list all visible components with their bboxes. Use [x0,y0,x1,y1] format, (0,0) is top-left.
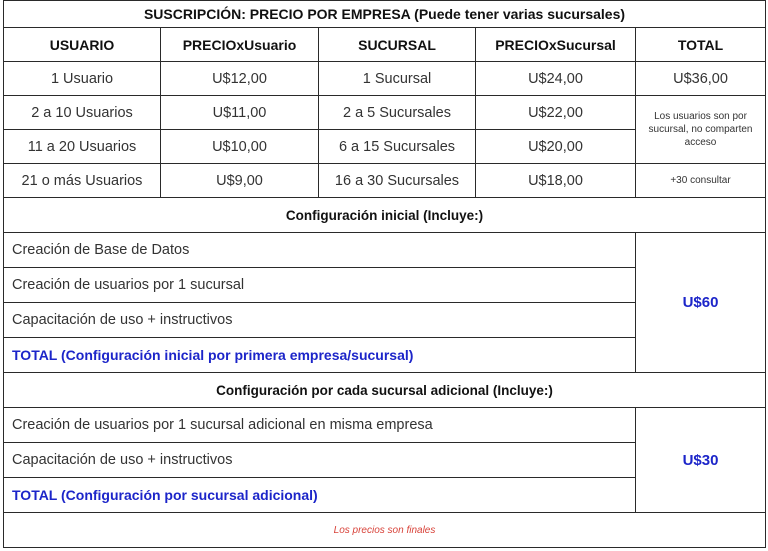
initial-config-item: Creación de Base de Datos [4,233,636,268]
footer-note: Los precios son finales [4,513,766,548]
branch-config-item: Capacitación de uso + instructivos [4,443,636,478]
precio-usuario-cell: U$11,00 [161,96,319,130]
sucursal-cell: 1 Sucursal [319,62,476,96]
precio-usuario-cell: U$9,00 [161,164,319,198]
branch-config-title: Configuración por cada sucursal adicional (Incluye:) [4,373,766,408]
list-item [4,408,766,443]
header-row [4,28,766,62]
table-row [4,164,766,198]
table-row [4,96,766,130]
precio-sucursal-cell: U$20,00 [476,130,636,164]
usuario-cell: 21 o más Usuarios [4,164,161,198]
table-row [4,62,766,96]
usuario-cell: 1 Usuario [4,62,161,96]
header-sucursal: SUCURSAL [319,28,476,62]
sucursal-cell: 2 a 5 Sucursales [319,96,476,130]
initial-config-header-row [4,198,766,233]
initial-config-price: U$60 [636,233,766,373]
branch-config-total-label: TOTAL (Configuración por sucursal adicional) [4,478,636,513]
precio-sucursal-cell: U$18,00 [476,164,636,198]
branch-config-header-row [4,373,766,408]
header-precio-usuario: PRECIOxUsuario [161,28,319,62]
precio-usuario-cell: U$12,00 [161,62,319,96]
usuario-cell: 11 a 20 Usuarios [4,130,161,164]
initial-config-item: Capacitación de uso + instructivos [4,303,636,338]
header-total: TOTAL [636,28,766,62]
precio-sucursal-cell: U$22,00 [476,96,636,130]
precio-usuario-cell: U$10,00 [161,130,319,164]
total-note-cell: Los usuarios son por sucursal, no comparten acceso [636,96,766,164]
table-title: SUSCRIPCIÓN: PRECIO POR EMPRESA (Puede tener varias sucursales) [4,1,766,28]
total-cell: U$36,00 [636,62,766,96]
footer-row [4,513,766,548]
initial-config-item: Creación de usuarios por 1 sucursal [4,268,636,303]
pricing-table [3,0,766,548]
header-usuario: USUARIO [4,28,161,62]
usuario-cell: 2 a 10 Usuarios [4,96,161,130]
sucursal-cell: 6 a 15 Sucursales [319,130,476,164]
precio-sucursal-cell: U$24,00 [476,62,636,96]
sucursal-cell: 16 a 30 Sucursales [319,164,476,198]
list-item [4,233,766,268]
branch-config-item: Creación de usuarios por 1 sucursal adicional en misma empresa [4,408,636,443]
initial-config-total-label: TOTAL (Configuración inicial por primera empresa/sucursal) [4,338,636,373]
initial-config-title: Configuración inicial (Incluye:) [4,198,766,233]
branch-config-price: U$30 [636,408,766,513]
header-precio-sucursal: PRECIOxSucursal [476,28,636,62]
total-consult-cell: +30 consultar [636,164,766,198]
title-row [4,1,766,28]
